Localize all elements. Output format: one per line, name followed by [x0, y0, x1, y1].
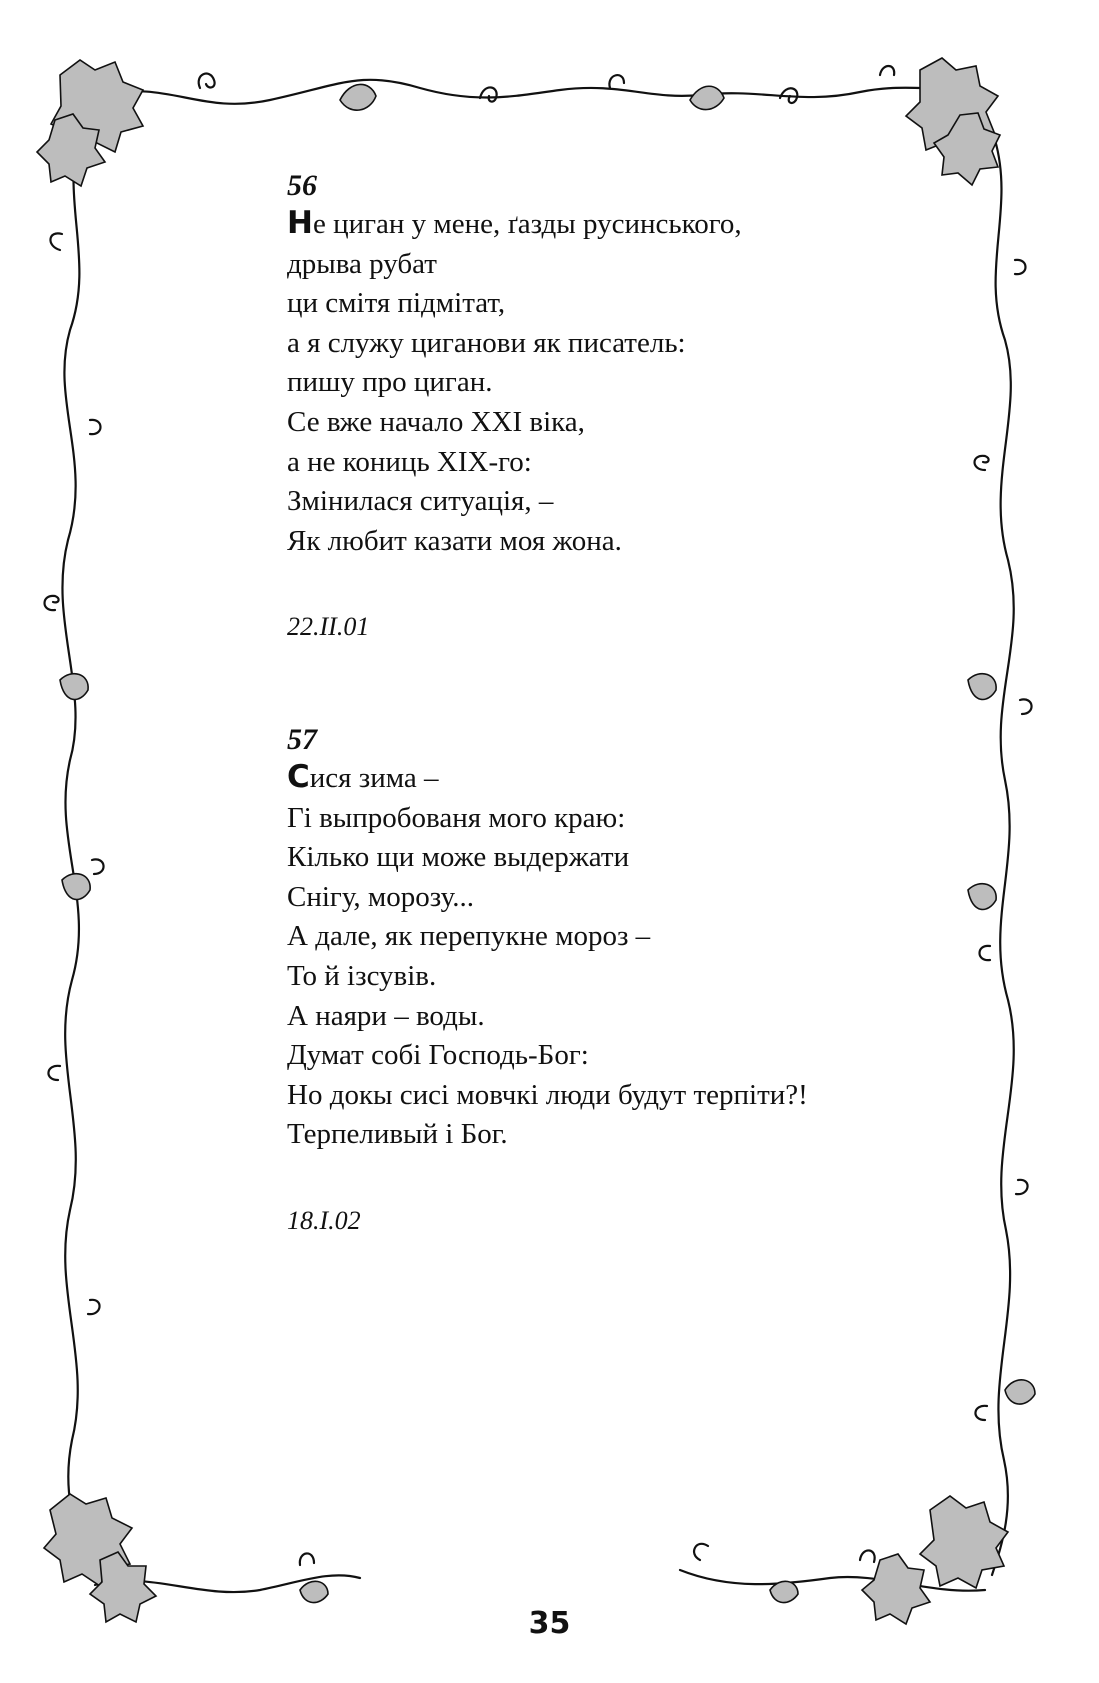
poem-line: пишу про циган. [287, 366, 493, 399]
line-text: е циган у мене, ґазды русинського, [312, 208, 742, 240]
poem-line: Гі выпробованя мого краю: [287, 801, 626, 834]
poem-line: Як любит казати моя жона. [287, 524, 622, 557]
poem-lines [287, 204, 947, 561]
page-number: 35 [528, 1606, 571, 1641]
dropcap: Н [287, 205, 313, 241]
poem-line: дрыва рубат [287, 247, 437, 280]
poem-line: Змінилася ситуація, – [287, 485, 554, 518]
poem-line: Терпеливый і Бог. [287, 1118, 508, 1151]
line-text: ися зима – [309, 762, 439, 794]
poem-line [287, 204, 947, 245]
poem-date: 22.II.01 [287, 612, 370, 642]
poem-line [287, 758, 947, 799]
poem-line: А наяри – воды. [287, 999, 485, 1032]
poem-line: А дале, як перепукне мороз – [287, 920, 651, 953]
poem-lines [287, 758, 947, 1155]
poem-number: 56 [287, 169, 317, 202]
poem-number: 57 [287, 723, 317, 756]
poem-line: Думат собі Господь-Бог: [287, 1039, 589, 1072]
poem-57 [287, 722, 947, 1237]
poem-56 [287, 168, 947, 643]
poem-line: ци смітя підмітат, [287, 287, 506, 320]
poem-line: Но докы сисі мовчкі люди будут терпіти?! [287, 1078, 808, 1111]
dropcap: С [287, 759, 310, 795]
poem-line: Снігу, морозу... [287, 880, 474, 913]
poem-line: Кілько щи може выдержати [287, 841, 630, 874]
poem-line: а не кониць XIX-го: [287, 445, 532, 478]
poem-date: 18.I.02 [287, 1205, 361, 1235]
poem-line: То й ізсувів. [287, 959, 437, 992]
poem-line: Се вже начало XXI віка, [287, 405, 585, 438]
poem-line: а я служу циганови як писатель: [287, 326, 686, 359]
